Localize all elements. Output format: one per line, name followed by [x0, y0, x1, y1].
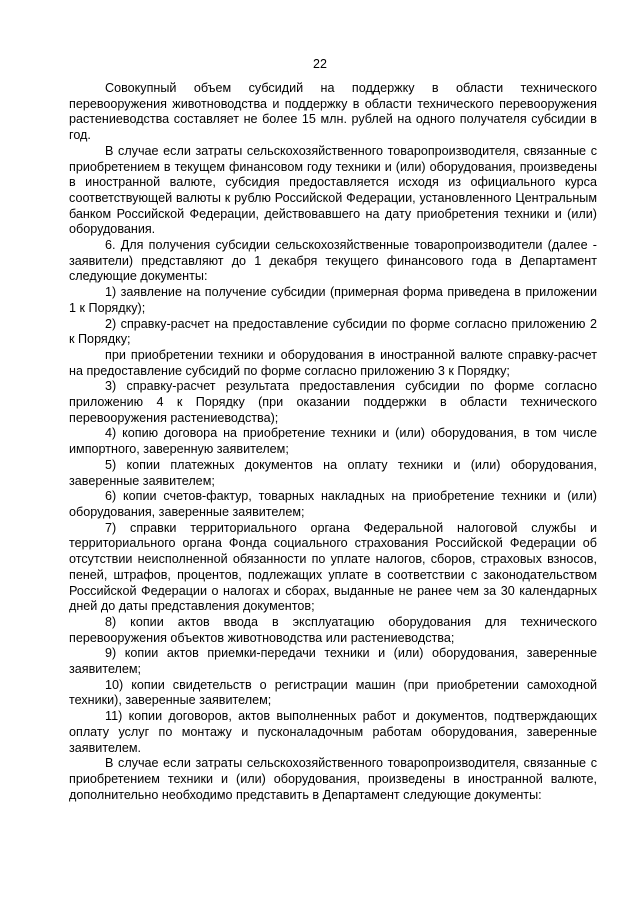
paragraph-documents-intro: 6. Для получения субсидии сельскохозяйственные товаропроизводители (далее - заявители) представляют до 1 декабря текущего финансового года в Департамент следующие документы: — [69, 238, 597, 284]
list-item-9: 9) копии актов приемки-передачи техники и (или) оборудования, заверенные заявителем; — [69, 646, 597, 677]
list-item-2: 2) справку-расчет на предоставление субсидии по форме согласно приложению 2 к Порядку; — [69, 316, 597, 347]
paragraph-foreign-currency: В случае если затраты сельскохозяйственного товаропроизводителя, связанные с приобретением в текущем финансовом году техники и (или) оборудования, произведены в иностранной валюте, субсидия предоставляется исходя из официального курса соответствующей валюты к рублю Российской Федерации, установленного Центральным банком Российской Федерации, действовавшего на дату приобретения техники и (или) оборудования. — [69, 143, 597, 237]
paragraph-foreign-currency-docs: В случае если затраты сельскохозяйственного товаропроизводителя, связанные с приобретением техники и (или) оборудования, произведены в иностранной валюте, дополнительно необходимо представить в Департамент следующие документы: — [69, 756, 597, 802]
list-item-10: 10) копии свидетельств о регистрации машин (при приобретении самоходной техники), заверенные заявителем; — [69, 677, 597, 708]
list-item-4: 4) копию договора на приобретение техники и (или) оборудования, в том числе импортного, заверенную заявителем; — [69, 426, 597, 457]
list-item-5: 5) копии платежных документов на оплату техники и (или) оборудования, заверенные заявителем; — [69, 457, 597, 488]
list-item-2-foreign: при приобретении техники и оборудования в иностранной валюте справку-расчет на предоставление субсидий по форме согласно приложению 3 к Порядку; — [69, 347, 597, 378]
page-number: 22 — [313, 57, 327, 71]
document-body — [69, 81, 597, 803]
list-item-11: 11) копии договоров, актов выполненных работ и документов, подтверждающих оплату услуг по монтажу и пусконаладочным работам оборудования, заверенные заявителем. — [69, 709, 597, 755]
list-item-8: 8) копии актов ввода в эксплуатацию оборудования для технического перевооружения объектов животноводства или растениеводства; — [69, 614, 597, 645]
list-item-7: 7) справки территориального органа Федеральной налоговой службы и территориального органа Фонда социального страхования Российской Федерации об отсутствии неисполненной обязанности по уплате налогов, сборов, страховых взносов, пеней, штрафов, процентов, подлежащих уплате в соответствии с законодательством Российской Федерации о налогах и сборах, выданные не ранее чем за 30 календарных дней до даты представления документов; — [69, 520, 597, 614]
list-item-6: 6) копии счетов-фактур, товарных накладных на приобретение техники и (или) оборудования, заверенные заявителем; — [69, 489, 597, 519]
paragraph-total-subsidy: Совокупный объем субсидий на поддержку в области технического перевооружения животноводства и поддержку в области технического перевооружения растениеводства составляет не более 15 млн. рублей на одного получателя субсидии в год. — [69, 81, 597, 143]
list-item-1: 1) заявление на получение субсидии (примерная форма приведена в приложении 1 к Порядку); — [69, 285, 597, 315]
list-item-3: 3) справку-расчет результата предоставления субсидии по форме согласно приложению 4 к Порядку (при оказании поддержки в области технического перевооружения растениеводства); — [69, 379, 597, 425]
